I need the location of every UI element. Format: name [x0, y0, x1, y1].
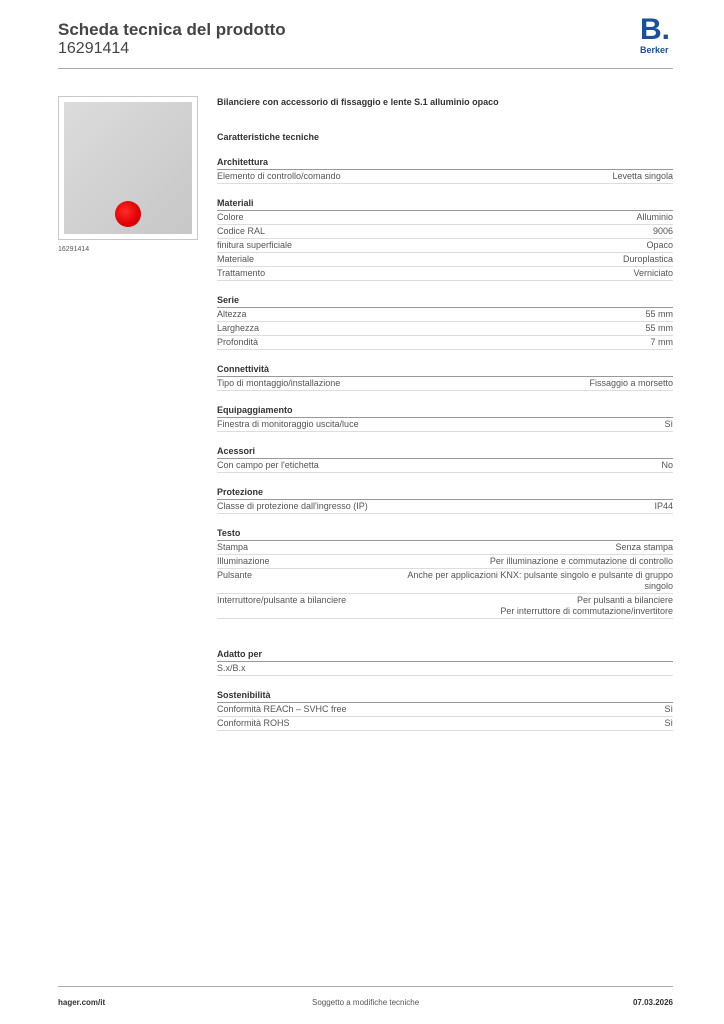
spec-value: 55 mm [645, 309, 673, 319]
spec-value: Levetta singola [612, 171, 673, 181]
spec-label: Profondità [217, 337, 259, 347]
spec-row [217, 541, 673, 555]
spec-row [217, 459, 673, 473]
spec-label: Elemento di controllo/comando [217, 171, 341, 181]
section-equipaggiamento [217, 405, 673, 432]
section-title: Connettività [217, 364, 673, 377]
spec-row [217, 377, 673, 391]
spec-value: Per pulsanti a bilanciere [576, 595, 673, 605]
spec-row [217, 170, 673, 184]
spec-row [217, 594, 673, 619]
spec-label: Conformità REACh – SVHC free [217, 704, 347, 714]
spec-label: Stampa [217, 542, 249, 552]
spec-value: Per illuminazione e commutazione di controllo [489, 556, 673, 566]
section-acessori [217, 446, 673, 473]
features-heading: Caratteristiche tecniche [217, 132, 320, 142]
spec-value: Per interruttore di commutazione/invertitore [500, 606, 673, 616]
section-serie [217, 295, 673, 350]
spec-label: Trattamento [217, 268, 266, 278]
spec-row [217, 717, 673, 731]
header-divider [58, 68, 673, 69]
product-image-caption: 16291414 [58, 246, 90, 253]
spec-value-group [490, 595, 673, 617]
spec-label: finitura superficiale [217, 240, 293, 250]
spec-value: Anche per applicazioni KNX: pulsante singolo e pulsante di gruppo singolo [407, 570, 673, 591]
berker-logo [640, 13, 674, 55]
spec-row [217, 569, 673, 594]
spec-label: Finestra di monitoraggio uscita/luce [217, 419, 359, 429]
footer-date: 07.03.2026 [632, 998, 673, 1007]
spec-value: Fissaggio a morsetto [589, 378, 673, 388]
logo-mark: B. [640, 13, 670, 46]
spec-label: Pulsante [217, 570, 253, 580]
spec-label: Interruttore/pulsante a bilanciere [217, 595, 347, 605]
spec-value: Alluminio [636, 212, 673, 222]
page-title: Scheda tecnica del prodotto [58, 20, 286, 39]
spec-label: Codice RAL [217, 226, 266, 236]
spec-value: Duroplastica [622, 254, 673, 264]
section-title: Acessori [217, 446, 673, 459]
spec-value: 55 mm [645, 323, 673, 333]
spec-row [217, 662, 673, 676]
spec-row [217, 211, 673, 225]
section-connettivita [217, 364, 673, 391]
spec-value: No [661, 460, 673, 470]
spec-label: S.x/B.x [217, 663, 246, 673]
spec-label: Larghezza [217, 323, 260, 333]
section-title: Architettura [217, 157, 673, 170]
spec-row [217, 555, 673, 569]
spec-value: IP44 [654, 501, 673, 511]
spec-value: Sì [664, 718, 673, 728]
spec-row [217, 336, 673, 350]
spec-row [217, 703, 673, 717]
spec-label: Con campo per l'etichetta [217, 460, 319, 470]
section-adatto-per [217, 649, 673, 676]
footer-disclaimer: Soggetto a modifiche tecniche [312, 998, 420, 1007]
product-number: 16291414 [58, 40, 130, 57]
section-title: Sostenibilità [217, 690, 673, 703]
spec-label: Illuminazione [217, 556, 270, 566]
document-header [58, 20, 286, 58]
spec-label: Materiale [217, 254, 255, 264]
spec-label: Classe di protezione dall'ingresso (IP) [217, 501, 368, 511]
spec-label: Tipo di montaggio/installazione [217, 378, 341, 388]
section-title: Materiali [217, 198, 673, 211]
section-materiali [217, 198, 673, 281]
spec-value: Sì [664, 419, 673, 429]
spec-value: 9006 [652, 226, 673, 236]
section-title: Equipaggiamento [217, 405, 673, 418]
spec-label: Conformità ROHS [217, 718, 290, 728]
spec-content [217, 96, 673, 731]
section-architettura [217, 157, 673, 184]
spec-value: Sì [664, 704, 673, 714]
spec-row [217, 253, 673, 267]
spec-row [217, 500, 673, 514]
logo-text: Berker [640, 45, 669, 55]
section-sostenibilita [217, 690, 673, 731]
footer-divider [58, 986, 673, 987]
red-lens [115, 201, 141, 227]
spec-row [217, 322, 673, 336]
product-description: Bilanciere con accessorio di fissaggio e lente S.1 alluminio opaco [217, 97, 499, 107]
document-footer [58, 995, 673, 1009]
spec-value: Verniciato [633, 268, 673, 278]
spec-row [217, 418, 673, 432]
section-title: Protezione [217, 487, 673, 500]
product-image [58, 96, 198, 240]
spec-row [217, 225, 673, 239]
section-title: Adatto per [217, 649, 673, 662]
spec-value: Opaco [646, 240, 673, 250]
spec-value: 7 mm [650, 337, 673, 347]
footer-website: hager.com/it [58, 998, 106, 1007]
section-title: Serie [217, 295, 673, 308]
section-title: Testo [217, 528, 673, 541]
spec-value: Senza stampa [615, 542, 673, 552]
spec-row [217, 267, 673, 281]
spec-label: Colore [217, 212, 244, 222]
spec-row [217, 308, 673, 322]
section-testo [217, 528, 673, 619]
spec-row [217, 239, 673, 253]
section-protezione [217, 487, 673, 514]
spec-label: Altezza [217, 309, 247, 319]
